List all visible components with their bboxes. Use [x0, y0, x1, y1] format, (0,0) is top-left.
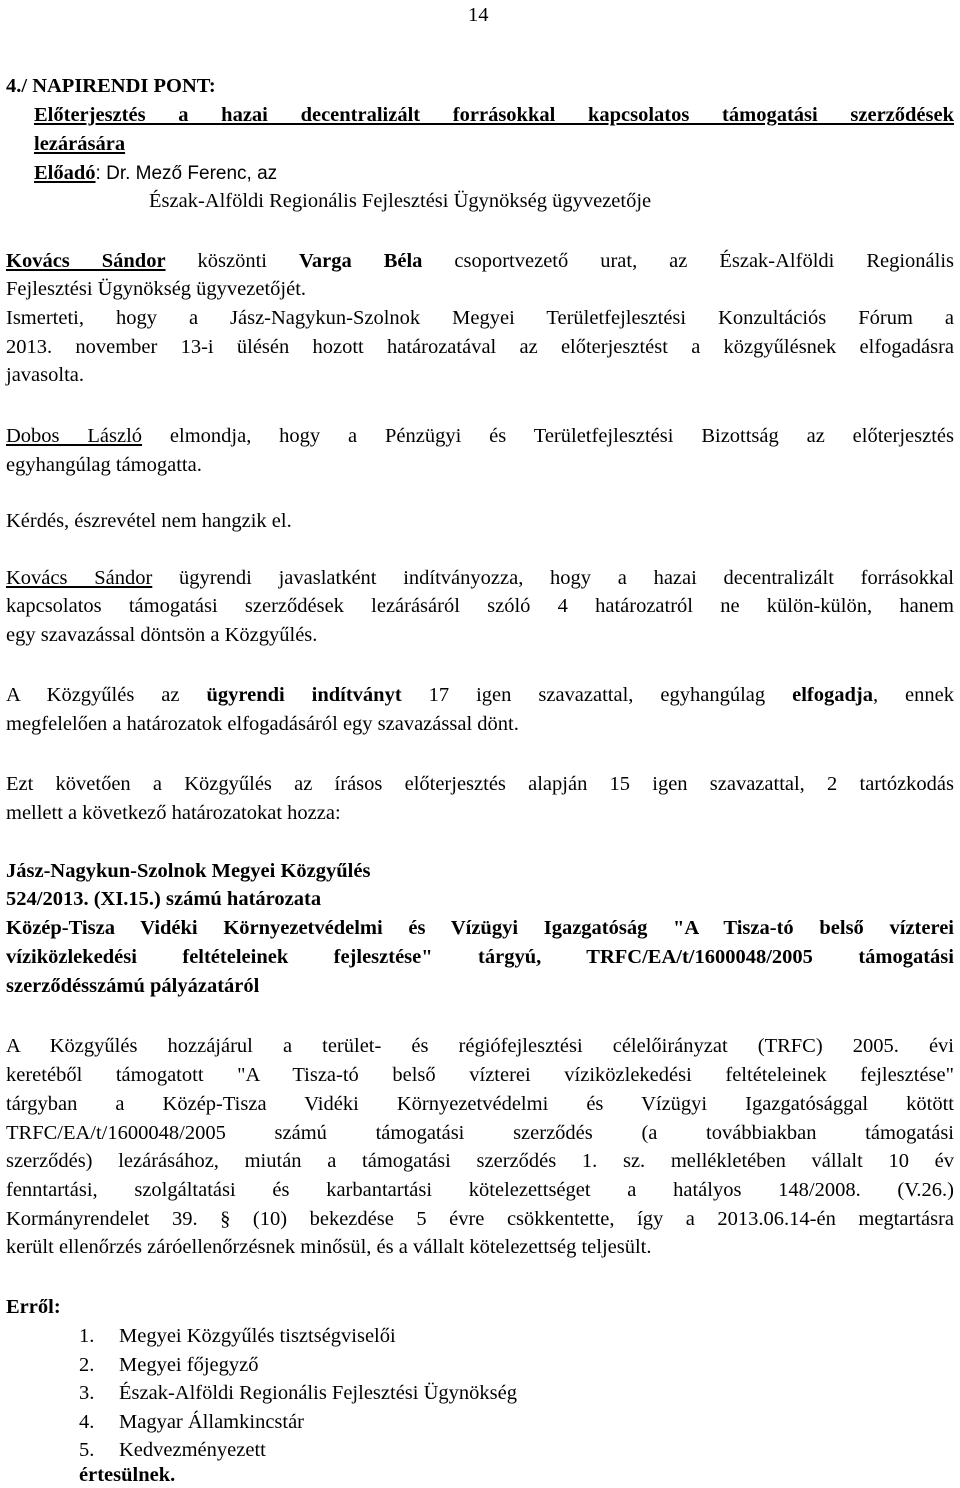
p4-text-1: ügyrendi javaslatként indítványozza, hogy a hazai decentralizált forrásokkal — [152, 567, 954, 589]
p7-line-7: Kormányrendelet 39. § (10) bekezdése 5 évre csökkentette, így a 2013.06.14-én megtartásra — [6, 1208, 954, 1230]
p7-line-5: szerződés) lezárásához, miután a támogatási szerződés 1. sz. mellékletében vállalt 10 év — [6, 1150, 954, 1172]
p7-line-1: A Közgyűlés hozzájárul a terület- és régiófejlesztési célelőirányzat (TRFC) 2005. évi — [6, 1035, 954, 1057]
list-item-text: Észak-Alföldi Regionális Fejlesztési Ügynökség — [119, 1382, 517, 1404]
resolution-subject-3: szerződésszámú pályázatáról — [6, 975, 260, 997]
p4-line-1 — [6, 565, 954, 591]
presenter-label: Előadó — [34, 162, 96, 184]
list-item — [79, 1380, 517, 1406]
p7-line-3: tárgyban a Közép-Tisza Vidéki Környezetvédelmi és Vízügyi Igazgatósággal kötött — [6, 1093, 954, 1115]
guest-name: Varga Béla — [298, 250, 423, 272]
notify-footer: értesülnek. — [79, 1464, 176, 1486]
page-number: 14 — [468, 4, 489, 26]
p2-line-2: egyhangúlag támogatta. — [6, 454, 202, 476]
p3-line: Kérdés, észrevétel nem hangzik el. — [6, 510, 292, 532]
p2-line-1 — [6, 423, 954, 449]
p5-text-2: 17 igen szavazattal, egyhangúlag — [401, 684, 793, 706]
p5-text-1: A Közgyűlés az — [6, 684, 207, 706]
list-item — [79, 1323, 396, 1349]
p5-line-1 — [6, 682, 954, 708]
presenter-role: Észak-Alföldi Regionális Fejlesztési Ügynökség ügyvezetője — [149, 190, 652, 212]
p1-text-1: köszönti — [165, 250, 299, 272]
p1-line-4: 2013. november 13-i ülésén hozott határozatával az előterjesztést a közgyűlésnek elfogadásra — [6, 336, 954, 358]
list-item-text: Kedvezményezett — [119, 1439, 266, 1461]
p1-line-2: Fejlesztési Ügynökség ügyvezetőjét. — [6, 278, 307, 300]
list-item — [79, 1409, 304, 1435]
presenter-name: Dr. Mező Ferenc, az — [106, 163, 278, 184]
list-item-text: Megyei főjegyző — [119, 1354, 259, 1376]
list-item-number: 1. — [79, 1325, 95, 1347]
list-item-number: 2. — [79, 1354, 95, 1376]
p7-line-2: keretéből támogatott "A Tisza-tó belső vízterei víziközlekedési feltételeinek fejlesztése" — [6, 1064, 954, 1086]
resolution-number: 524/2013. (XI.15.) számú határozata — [6, 888, 322, 910]
p7-line-4: TRFC/EA/t/1600048/2005 számú támogatási szerződés (a továbbiakban támogatási — [6, 1122, 954, 1144]
p1-text-2: csoportvezető urat, az Észak-Alföldi Regionális — [422, 250, 955, 272]
p5-bold-2: elfogadja — [792, 684, 873, 706]
list-item-number: 4. — [79, 1411, 95, 1433]
resolution-subject-2: víziközlekedési feltételeinek fejlesztése" tárgyú, TRFC/EA/t/1600048/2005 támogatási — [6, 946, 954, 968]
p4-line-3: egy szavazással döntsön a Közgyűlés. — [6, 624, 318, 646]
list-item — [79, 1352, 258, 1378]
p1-line-3: Ismerteti, hogy a Jász-Nagykun-Szolnok Megyei Területfejlesztési Konzultációs Fórum a — [6, 307, 954, 329]
speaker-name: Dobos László — [6, 425, 143, 447]
list-item-number: 3. — [79, 1382, 95, 1404]
agenda-title-line-2: lezárására — [34, 133, 126, 155]
p5-line-2: megfelelően a határozatok elfogadásáról egy szavazással dönt. — [6, 713, 519, 735]
resolution-body: Jász-Nagykun-Szolnok Megyei Közgyűlés — [6, 860, 371, 882]
speaker-name: Kovács Sándor — [6, 250, 166, 272]
p7-line-8: került ellenőrzés záróellenőrzésnek minősül, és a vállalt kötelezettség teljesült. — [6, 1236, 652, 1258]
p4-line-2: kapcsolatos támogatási szerződések lezárásáról szóló 4 határozatról ne külön-külön, hanem — [6, 595, 954, 617]
notify-heading: Erről: — [6, 1296, 61, 1318]
p6-line-1: Ezt követően a Közgyűlés az írásos előterjesztés alapján 15 igen szavazattal, 2 tartózkodás — [6, 773, 954, 795]
agenda-heading: 4./ NAPIRENDI PONT: — [6, 75, 216, 97]
resolution-subject-1: Közép-Tisza Vidéki Környezetvédelmi és Vízügyi Igazgatóság "A Tisza-tó belső vízterei — [6, 917, 954, 939]
p1-line-1 — [6, 248, 954, 274]
p5-text-3: , ennek — [872, 684, 954, 706]
p6-line-2: mellett a következő határozatokat hozza: — [6, 802, 341, 824]
list-item — [79, 1437, 266, 1463]
p7-line-6: fenntartási, szolgáltatási és karbantartási kötelezettséget a hatályos 148/2008. (V.26.) — [6, 1179, 954, 1201]
p5-bold-1: ügyrendi indítványt — [206, 684, 402, 706]
p2-text-1: elmondja, hogy a Pénzügyi és Területfejlesztési Bizottság az előterjesztés — [142, 425, 954, 447]
list-item-text: Magyar Államkincstár — [119, 1411, 305, 1433]
agenda-presenter — [34, 160, 954, 187]
p1-line-5: javasolta. — [6, 364, 84, 386]
agenda-title-line-1: Előterjesztés a hazai decentralizált forrásokkal kapcsolatos támogatási szerződések — [34, 104, 954, 126]
speaker-name: Kovács Sándor — [6, 567, 153, 589]
list-item-text: Megyei Közgyűlés tisztségviselői — [119, 1325, 396, 1347]
presenter-sep: : — [95, 163, 107, 184]
list-item-number: 5. — [79, 1439, 95, 1461]
